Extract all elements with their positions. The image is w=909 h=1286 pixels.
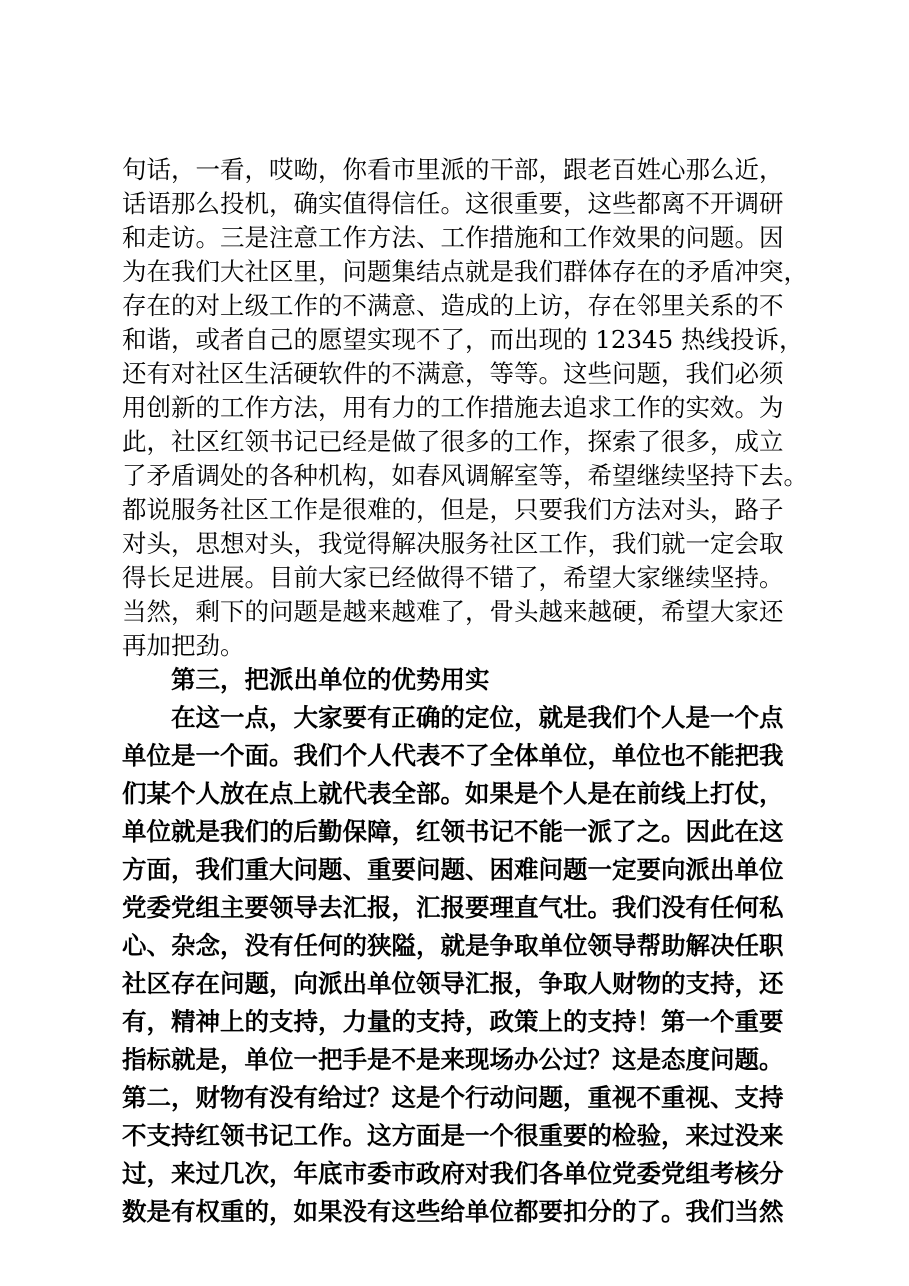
paragraph-line: 不支持红领书记工作。这方面是一个很重要的检验，来过没来 — [122, 1121, 784, 1150]
paragraph-line: 和走访。三是注意工作方法、工作措施和工作效果的问题。因 — [122, 223, 784, 252]
paragraph-line: 和谐，或者自己的愿望实现不了，而出现的 12345 热线投诉， — [122, 325, 804, 354]
section-heading: 第三，把派出单位的优势用实 — [171, 665, 490, 694]
paragraph-line: 存在的对上级工作的不满意、造成的上访，存在邻里关系的不 — [122, 291, 784, 320]
paragraph-line: 都说服务社区工作是很难的，但是，只要我们方法对头，路子 — [122, 495, 784, 524]
paragraph-line: 还有对社区生活硬软件的不满意，等等。这些问题，我们必须 — [122, 359, 784, 388]
paragraph-line: 了矛盾调处的各种机构，如春风调解室等，希望继续坚持下去。 — [122, 461, 808, 490]
paragraph-line: 为在我们大社区里，问题集结点就是我们群体存在的矛盾冲突， — [122, 257, 808, 286]
paragraph-line: 得长足进展。目前大家已经做得不错了，希望大家继续坚持。 — [122, 563, 784, 592]
paragraph-line: 社区存在问题，向派出单位领导汇报，争取人财物的支持，还 — [122, 969, 784, 998]
paragraph-line: 有，精神上的支持，力量的支持，政策上的支持！第一个重要 — [122, 1007, 784, 1036]
paragraph-line: 心、杂念，没有任何的狭隘，就是争取单位领导帮助解决任职 — [122, 931, 784, 960]
paragraph-line: 当然，剩下的问题是越来越难了，骨头越来越硬，希望大家还 — [122, 597, 784, 626]
paragraph-line: 第二，财物有没有给过？这是个行动问题，重视不重视、支持 — [122, 1083, 784, 1112]
paragraph-line: 对头，思想对头，我觉得解决服务社区工作，我们就一定会取 — [122, 529, 784, 558]
paragraph-line: 党委党组主要领导去汇报，汇报要理直气壮。我们没有任何私 — [122, 893, 784, 922]
paragraph-line: 在这一点，大家要有正确的定位，就是我们个人是一个点 — [171, 703, 784, 732]
paragraph-line: 单位就是我们的后勤保障，红领书记不能一派了之。因此在这 — [122, 817, 784, 846]
paragraph-line: 话语那么投机，确实值得信任。这很重要，这些都离不开调研 — [122, 189, 784, 218]
paragraph-line: 单位是一个面。我们个人代表不了全体单位，单位也不能把我 — [122, 741, 784, 770]
paragraph-line: 此，社区红领书记已经是做了很多的工作，探索了很多，成立 — [122, 427, 784, 456]
paragraph-line: 句话，一看，哎呦，你看市里派的干部，跟老百姓心那么近， — [122, 155, 784, 184]
paragraph-line: 用创新的工作方法，用有力的工作措施去追求工作的实效。为 — [122, 393, 784, 422]
paragraph-line: 们某个人放在点上就代表全部。如果是个人是在前线上打仗， — [122, 779, 784, 808]
paragraph-line: 过，来过几次，年底市委市政府对我们各单位党委党组考核分 — [122, 1159, 784, 1188]
paragraph-line: 数是有权重的，如果没有这些给单位都要扣分的了。我们当然 — [122, 1197, 784, 1226]
paragraph-line: 再加把劲。 — [122, 631, 245, 660]
paragraph-line: 指标就是，单位一把手是不是来现场办公过？这是态度问题。 — [122, 1045, 784, 1074]
paragraph-line: 方面，我们重大问题、重要问题、困难问题一定要向派出单位 — [122, 855, 784, 884]
